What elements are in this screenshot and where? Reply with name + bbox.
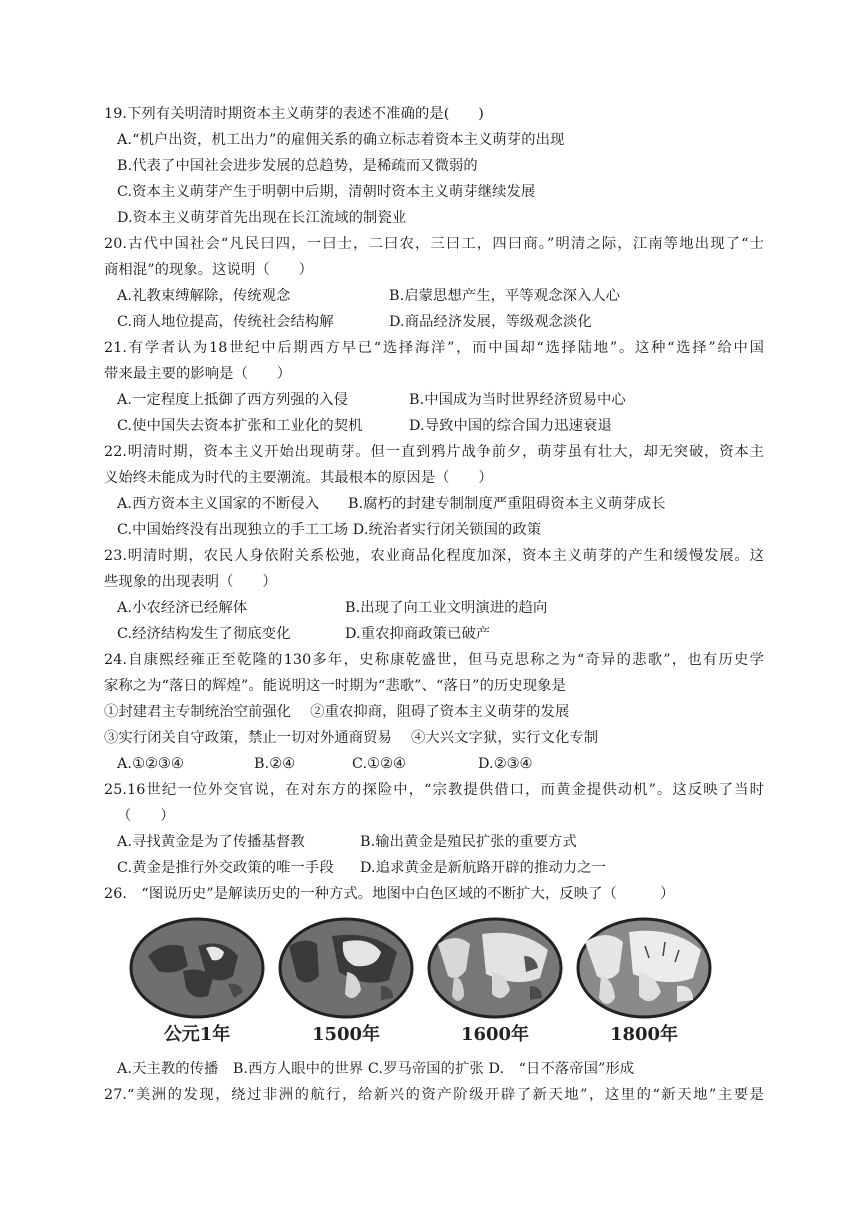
- q24-option-b: B.②④: [254, 756, 296, 772]
- q24-option-c: C.①②④: [352, 756, 406, 772]
- map-caption-3: 1600年: [460, 1024, 530, 1045]
- q20-option-d: D.商品经济发展，等级观念淡化: [389, 314, 592, 330]
- map-caption-2: 1500年: [311, 1024, 381, 1045]
- q25-stem-line2: （ ）: [117, 808, 175, 824]
- q21-stem-line1: 21.有学者认为18世纪中后期西方早已“选择海洋”，而中国却“选择陆地”。这种“选择”给中国: [104, 340, 764, 356]
- q25-option-c: C.黄金是推行外交政策的唯一手段: [117, 860, 334, 876]
- q24-option-a: A.①②③④: [117, 756, 184, 772]
- map-caption-4: 1800年: [609, 1024, 679, 1045]
- q19-option-a: A.“机户出资，机工出力”的雇佣关系的确立标志着资本主义萌芽的出现: [117, 132, 565, 148]
- q20-option-b: B.启蒙思想产生，平等观念深入人心: [389, 288, 621, 304]
- q24-option-d: D.②③④: [478, 756, 533, 772]
- world-map-2: [277, 916, 415, 1020]
- world-map-4: [575, 916, 713, 1020]
- q23-stem-line2: 些现象的出现表明（ ）: [104, 574, 277, 590]
- q24-statements-3-4: ③实行闭关自守政策，禁止一切对外通商贸易 ④大兴文字狱，实行文化专制: [104, 730, 599, 746]
- q19-option-c: C.资本主义萌芽产生于明朝中后期，清朝时资本主义萌芽继续发展: [117, 184, 536, 200]
- q23-option-a: A.小农经济已经解体: [117, 600, 248, 616]
- q25-option-a: A.寻找黄金是为了传播基督教: [117, 834, 305, 850]
- q24-stem-line2: 家称之为“落日的辉煌”。能说明这一时期为“悲歌”、“落日”的历史现象是: [104, 678, 566, 694]
- q20-option-a: A.礼教束缚解除，传统观念: [117, 288, 291, 304]
- q26-options: A.天主教的传播 B.西方人眼中的世界 C.罗马帝国的扩张 D. “日不落帝国”形成: [117, 1061, 635, 1077]
- world-map-3: [426, 916, 564, 1020]
- q26-stem: 26. “图说历史”是解读历史的一种方式。地图中白色区域的不断扩大，反映了（ ）: [104, 886, 675, 902]
- q22-stem-line1: 22.明清时期，资本主义开始出现萌芽。但一直到鸦片战争前夕，萌芽虽有壮大，却无突破，资本主: [104, 444, 764, 460]
- q22-options-cd: C.中国始终没有出现独立的手工工场 D.统治者实行闭关锁国的政策: [117, 522, 542, 538]
- q20-stem-line1: 20.古代中国社会“凡民曰四，一曰士，二曰农，三曰工，四曰商。”明清之际，江南等地出现了“士: [104, 236, 764, 252]
- q24-statements-1-2: ①封建君主专制统治空前强化 ②重农抑商，阻碍了资本主义萌芽的发展: [104, 704, 570, 720]
- q21-stem-line2: 带来最主要的影响是（ ）: [104, 366, 292, 382]
- q19-stem: 19.下列有关明清时期资本主义萌芽的表述不准确的是( ): [104, 106, 484, 122]
- q25-stem-line1: 25.16世纪一位外交官说，在对东方的探险中，“宗教提供借口，而黄金提供动机”。这反映了当时: [104, 782, 764, 798]
- q20-option-c: C.商人地位提高，传统社会结构解: [117, 314, 334, 330]
- q22-options-ab: A.西方资本主义国家的不断侵入 B.腐朽的封建专制制度严重阻碍资本主义萌芽成长: [117, 496, 666, 512]
- q21-option-b: B.中国成为当时世界经济贸易中心: [409, 392, 626, 408]
- q25-option-b: B.输出黄金是殖民扩张的重要方式: [360, 834, 577, 850]
- world-map-1: [128, 916, 266, 1020]
- q21-option-d: D.导致中国的综合国力迅速衰退: [409, 418, 612, 434]
- world-maps-figure: [128, 916, 714, 1050]
- q27-stem: 27.“美洲的发现，绕过非洲的航行，给新兴的资产阶级开辟了新天地”，这里的“新天地”主要是: [104, 1087, 764, 1103]
- q19-option-d: D.资本主义萌芽首先出现在长江流域的制瓷业: [117, 210, 407, 226]
- q23-option-c: C.经济结构发生了彻底变化: [117, 626, 291, 642]
- q21-option-c: C.使中国失去资本扩张和工业化的契机: [117, 418, 363, 434]
- q25-option-d: D.追求黄金是新航路开辟的推动力之一: [360, 860, 607, 876]
- q23-option-d: D.重农抑商政策已破产: [345, 626, 491, 642]
- q24-stem-line1: 24.自康熙经雍正至乾隆的130多年，史称康乾盛世，但马克思称之为“奇异的悲歌”，也有历史学: [104, 652, 764, 668]
- q23-option-b: B.出现了向工业文明演进的趋向: [345, 600, 548, 616]
- q23-stem-line1: 23.明清时期，农民人身依附关系松弛，农业商品化程度加深，资本主义萌芽的产生和缓慢发展。这: [104, 548, 764, 564]
- q19-option-b: B.代表了中国社会进步发展的总趋势，是稀疏而又微弱的: [117, 158, 478, 174]
- q22-stem-line2: 义始终未能成为时代的主要潮流。其最根本的原因是（ ）: [104, 470, 493, 486]
- q21-option-a: A.一定程度上抵御了西方列强的入侵: [117, 392, 349, 408]
- map-caption-1: 公元1年: [163, 1024, 231, 1045]
- q20-stem-line2: 商相混”的现象。这说明（ ）: [104, 262, 313, 278]
